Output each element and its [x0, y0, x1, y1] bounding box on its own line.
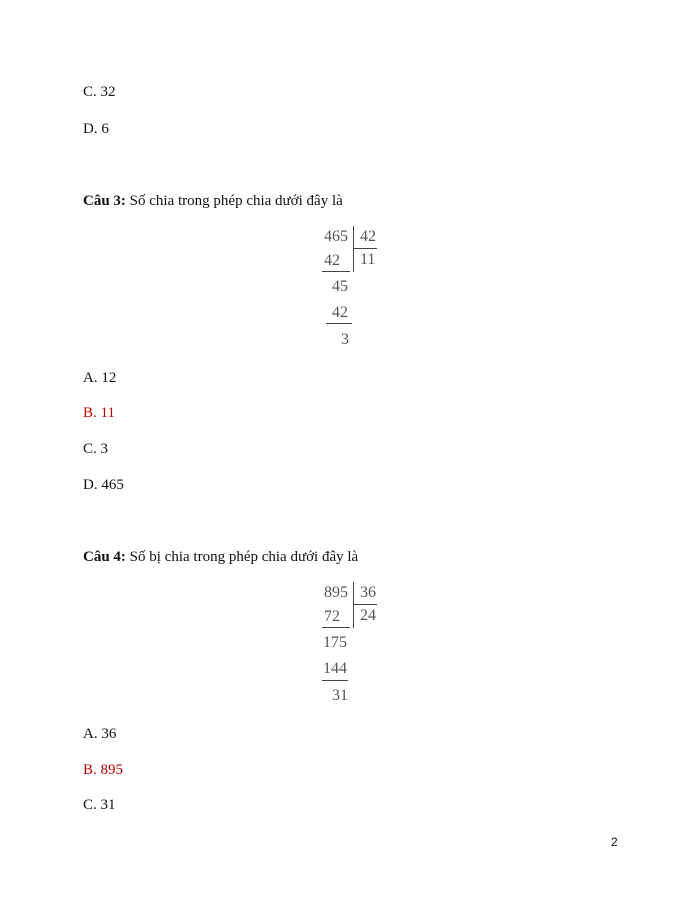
q4-subtract-line-2 — [322, 680, 348, 681]
q3-division-bar — [353, 226, 354, 272]
q3-long-division — [320, 224, 390, 350]
q3-subtract-line-1 — [322, 271, 350, 272]
q3-quotient-line — [353, 248, 377, 249]
q3-prompt — [83, 192, 343, 210]
q4-option-c: C. 31 — [83, 797, 116, 813]
q3-option-b: B. 11 — [83, 405, 115, 421]
q4-step3: 144 — [323, 660, 347, 677]
q3-label: Câu 3: — [83, 193, 126, 209]
q4-subtract-line-1 — [322, 627, 350, 628]
q3-quotient: 11 — [360, 251, 376, 268]
q4-divisor: 36 — [360, 584, 376, 601]
q4-option-b: B. 895 — [83, 762, 124, 778]
q4-long-division — [320, 580, 390, 706]
q3-divisor: 42 — [360, 228, 376, 245]
page-number: 2 — [611, 835, 618, 849]
q3-step3: 42 — [332, 304, 348, 321]
q4-step1: 72 — [324, 608, 340, 625]
q4-text: Số bị chia trong phép chia dưới đây là — [125, 549, 359, 565]
q3-step2: 45 — [332, 278, 348, 295]
q3-step1: 42 — [324, 252, 340, 269]
q2-option-d: D. 6 — [83, 121, 109, 137]
q4-label: Câu 4: — [83, 549, 126, 565]
q3-text: Số chia trong phép chia dưới đây là — [125, 193, 343, 209]
q3-option-a: A. 12 — [83, 370, 117, 386]
q3-subtract-line-2 — [326, 323, 352, 324]
q4-prompt — [83, 548, 358, 566]
q4-step2: 175 — [323, 634, 347, 651]
q4-option-a: A. 36 — [83, 726, 117, 742]
q3-option-c: C. 3 — [83, 441, 109, 457]
q3-option-d: D. 465 — [83, 477, 124, 493]
q4-quotient: 24 — [360, 607, 376, 624]
q3-remainder: 3 — [341, 331, 349, 348]
q3-dividend: 465 — [324, 228, 348, 245]
q4-remainder: 31 — [332, 687, 348, 704]
q4-dividend: 895 — [324, 584, 348, 601]
q2-option-c: C. 32 — [83, 84, 116, 100]
q4-quotient-line — [353, 604, 377, 605]
q4-division-bar — [353, 582, 354, 628]
